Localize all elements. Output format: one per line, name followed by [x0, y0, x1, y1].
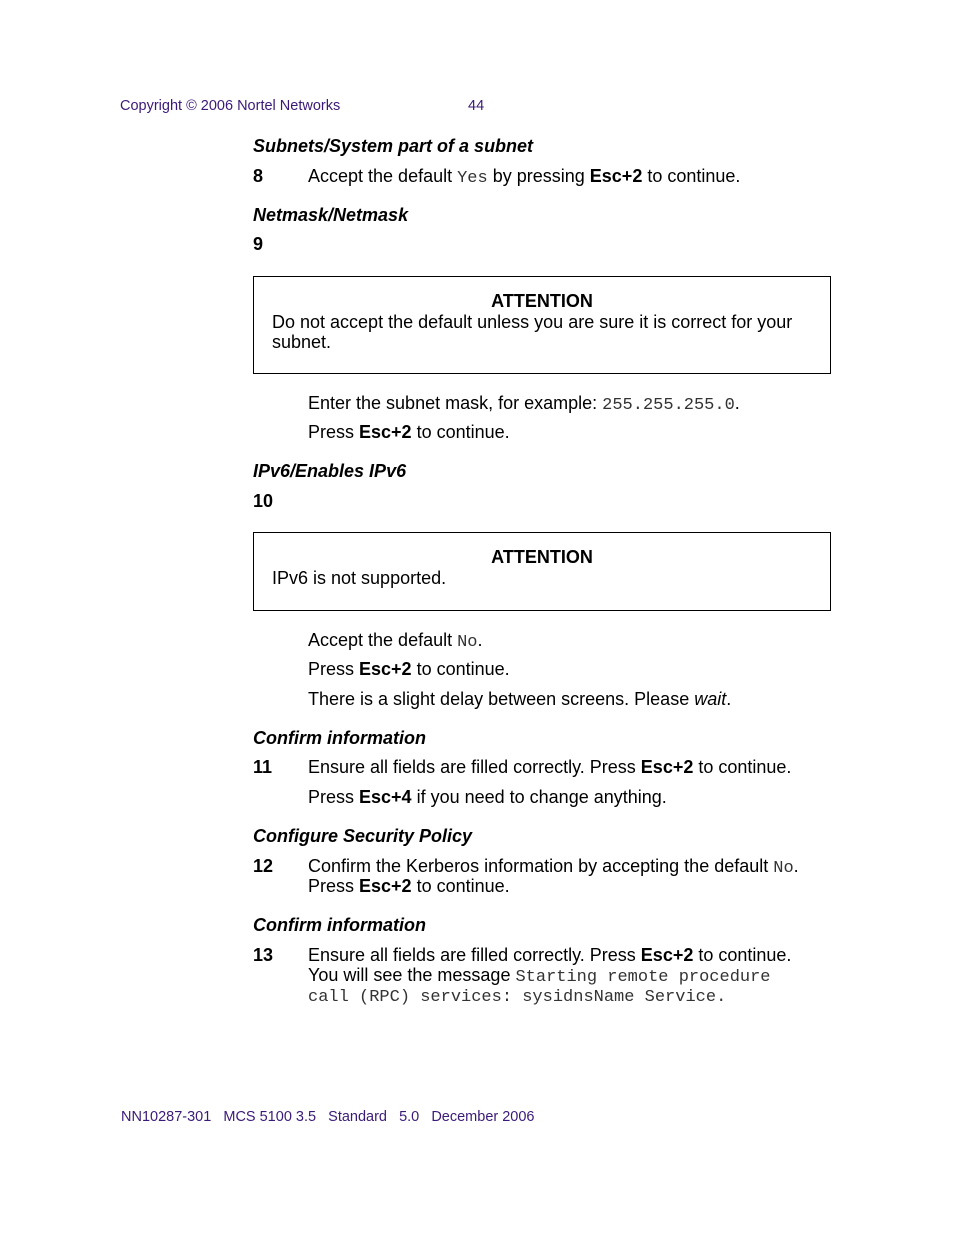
- step-text: You will see the message Starting remote procedure: [308, 965, 771, 987]
- key-combo: Esc+2: [640, 757, 694, 777]
- section-heading-confirm: Confirm information: [253, 915, 426, 935]
- step-text: Press Esc+2 to continue.: [308, 422, 510, 442]
- code-value: call (RPC) services: sysidnsName Service.: [308, 988, 727, 1007]
- step-text: There is a slight delay between screens. Please wait.: [308, 689, 732, 709]
- footer-document-info: NN10287-301 MCS 5100 3.5 Standard 5.0 December 2006: [121, 1109, 535, 1125]
- step-text: Ensure all fields are filled correctly. Press Esc+2 to continue.: [308, 945, 792, 965]
- step-number: 8: [253, 166, 264, 186]
- code-value: 255.255.255.0: [602, 396, 735, 415]
- section-heading-security: Configure Security Policy: [253, 826, 473, 846]
- attention-title: ATTENTION: [491, 291, 593, 311]
- page-number: 44: [468, 98, 485, 114]
- step-number: 10: [253, 491, 274, 511]
- key-combo: Esc+2: [359, 422, 412, 442]
- attention-text: Do not accept the default unless you are sure it is correct for your subnet.: [272, 312, 793, 352]
- step-text: Press Esc+4 if you need to change anything.: [308, 787, 667, 807]
- key-combo: Esc+4: [359, 787, 412, 807]
- step-number: 11: [253, 757, 273, 777]
- step-number: 12: [253, 856, 274, 876]
- section-heading-netmask: Netmask/Netmask: [253, 205, 409, 225]
- step-text: Accept the default No.: [308, 630, 483, 652]
- key-combo: Esc+2: [640, 945, 694, 965]
- step-text: [308, 985, 726, 1008]
- attention-text: IPv6 is not supported.: [272, 568, 447, 588]
- code-value: No: [457, 633, 478, 652]
- step-number: 9: [253, 234, 264, 254]
- step-text: Accept the default Yes by pressing Esc+2 to continue.: [308, 166, 741, 188]
- attention-box: [253, 532, 831, 611]
- section-heading-ipv6: IPv6/Enables IPv6: [253, 461, 407, 481]
- key-combo: Esc+2: [359, 659, 412, 679]
- key-combo: Esc+2: [359, 876, 412, 896]
- copyright-notice: Copyright © 2006 Nortel Networks: [120, 98, 341, 114]
- attention-title: ATTENTION: [491, 547, 593, 567]
- code-value: Starting remote procedure: [515, 968, 771, 987]
- step-text: Press Esc+2 to continue.: [308, 659, 510, 679]
- code-value: No: [773, 859, 794, 878]
- step-text: Press Esc+2 to continue.: [308, 876, 510, 896]
- step-text: Enter the subnet mask, for example: 255.255.255.0.: [308, 393, 740, 415]
- step-text: Confirm the Kerberos information by accepting the default No.: [308, 856, 799, 878]
- emphasis: wait: [694, 689, 727, 709]
- step-number: 13: [253, 945, 274, 965]
- key-combo: Esc+2: [589, 166, 643, 186]
- section-heading-subnets: Subnets/System part of a subnet: [253, 136, 534, 156]
- attention-box: [253, 276, 831, 374]
- step-text: Ensure all fields are filled correctly. Press Esc+2 to continue.: [308, 757, 792, 777]
- code-value: Yes: [457, 169, 488, 188]
- section-heading-confirm: Confirm information: [253, 728, 426, 748]
